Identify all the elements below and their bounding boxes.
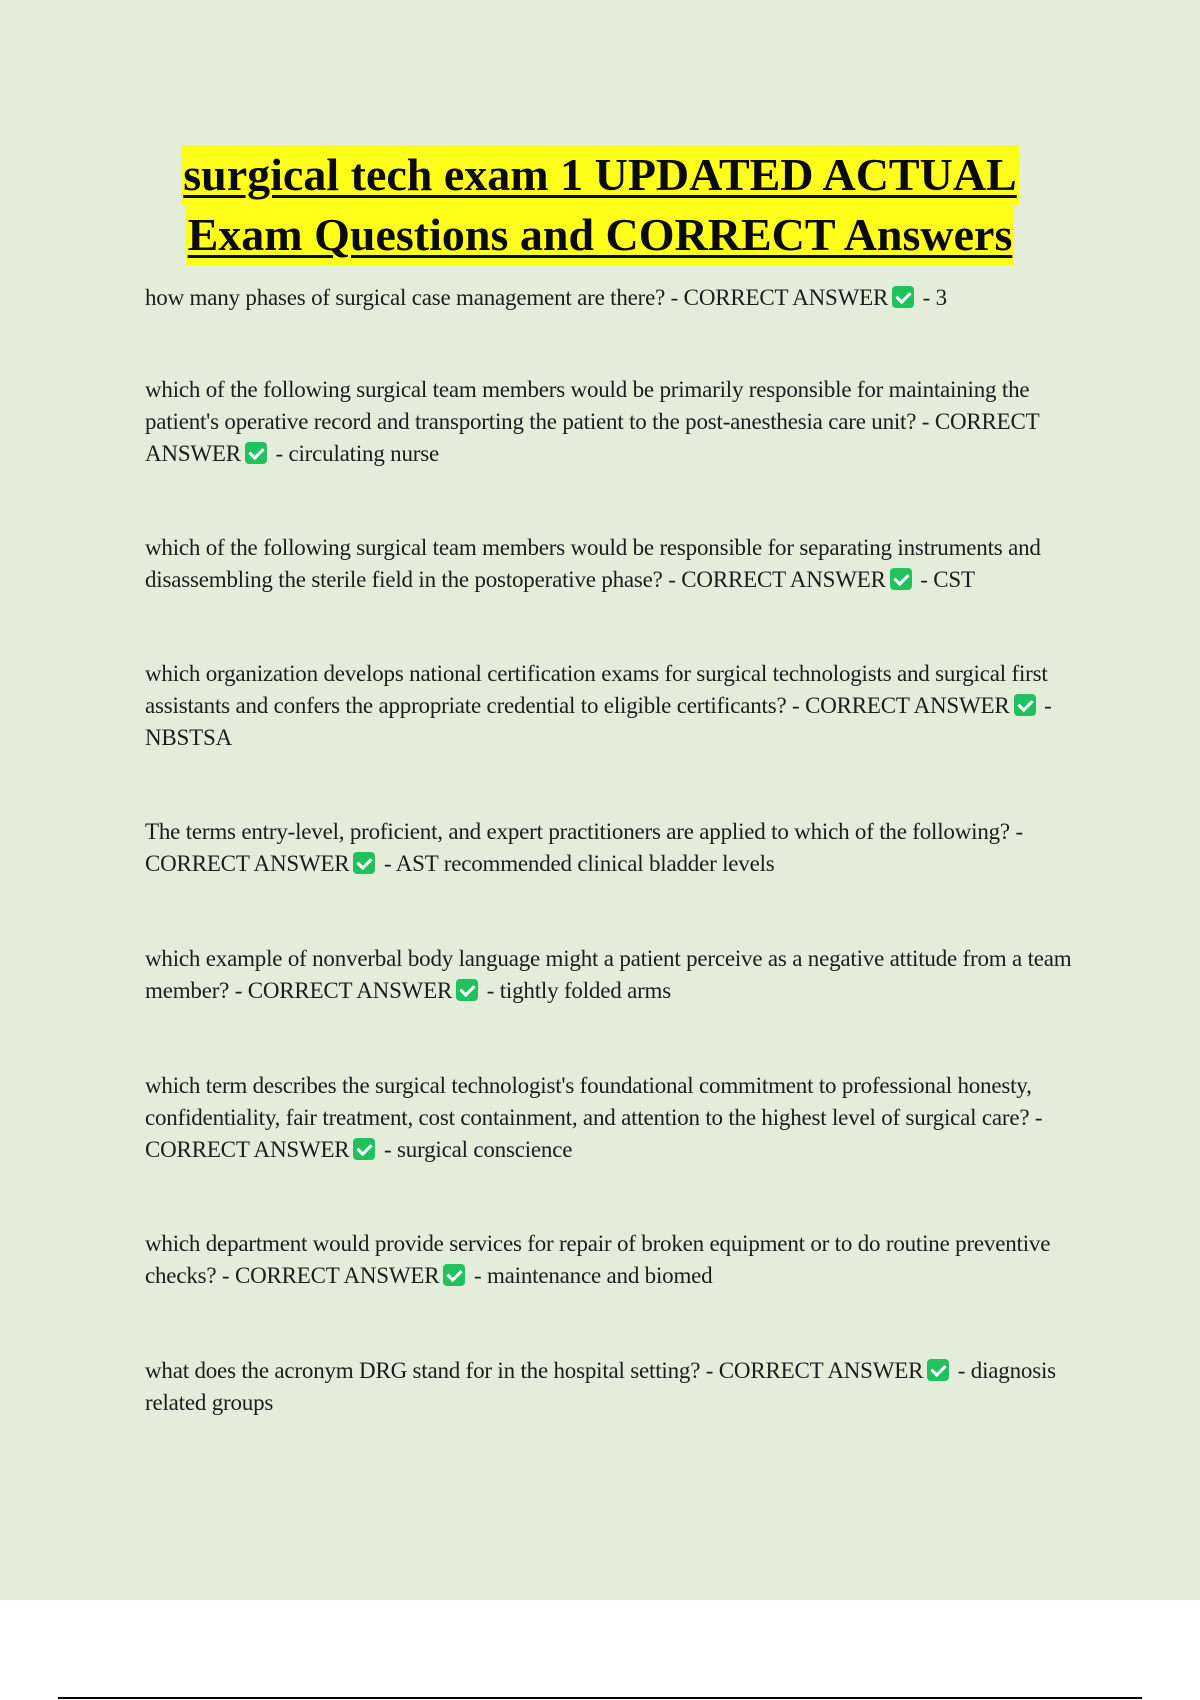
check-icon <box>892 286 914 308</box>
correct-answer-label: CORRECT ANSWER <box>805 693 1010 718</box>
correct-answer-label: CORRECT ANSWER <box>145 1137 350 1162</box>
check-icon <box>927 1359 949 1381</box>
question-text: The terms entry-level, proficient, and expert practitioners are applied to which of the following? - <box>145 819 1023 844</box>
correct-answer-label: CORRECT ANSWER <box>718 1358 924 1383</box>
qa-item-7 <box>145 1070 1090 1166</box>
qa-item-6 <box>145 943 1090 1007</box>
qa-item-8 <box>145 1228 1090 1292</box>
check-icon <box>890 568 912 590</box>
question-text: which department would provide services for repair of broken equipment or to do routine preventive checks? - <box>145 1231 1051 1288</box>
answer-text: - CST <box>914 567 975 592</box>
correct-answer-label: CORRECT ANSWER <box>145 851 350 876</box>
answer-text: - AST recommended clinical bladder levels <box>378 851 775 876</box>
qa-item-1 <box>145 282 1090 314</box>
answer-text: - tightly folded arms <box>481 978 671 1003</box>
title-line-1: surgical tech exam 1 UPDATED ACTUAL <box>181 145 1018 205</box>
question-text: which organization develops national certification exams for surgical technologists and surgical first assistants and confers the appropriate credential to eligible certificants? - <box>145 661 1048 718</box>
qa-item-9 <box>145 1355 1090 1419</box>
check-icon <box>245 442 267 464</box>
check-icon <box>353 1138 375 1160</box>
qa-item-4 <box>145 658 1090 754</box>
check-icon <box>1014 694 1036 716</box>
qa-item-3 <box>145 532 1090 596</box>
answer-text: - 3 <box>917 285 947 310</box>
question-text: which term describes the surgical technologist's foundational commitment to professional honesty, confidentiality, fair treatment, cost containment, and attention to the highest level of surgical care? - <box>145 1073 1043 1130</box>
footer-divider <box>58 1697 1142 1699</box>
correct-answer-label: CORRECT ANSWER <box>681 567 886 592</box>
question-text: how many phases of surgical case management are there? - <box>145 285 684 310</box>
check-icon <box>443 1264 465 1286</box>
title-line-2: Exam Questions and CORRECT Answers <box>186 205 1015 265</box>
check-icon <box>353 852 375 874</box>
answer-text: - maintenance and biomed <box>468 1263 713 1288</box>
question-text: what does the acronym DRG stand for in the hospital setting? - <box>145 1358 719 1383</box>
question-text: which of the following surgical team members would be primarily responsible for maintaining the patient's operative record and transporting the patient to the post-anesthesia care unit? - <box>145 377 1030 434</box>
check-icon <box>456 979 478 1001</box>
question-text: which example of nonverbal body language might a patient perceive as a negative attitude from a team member? - <box>145 946 1072 1003</box>
answer-text: - surgical conscience <box>378 1137 573 1162</box>
qa-item-2 <box>145 374 1090 470</box>
correct-answer-label: CORRECT ANSWER <box>683 285 889 310</box>
answer-text: - diagnosis related groups <box>145 1358 1056 1415</box>
correct-answer-label: CORRECT ANSWER <box>145 409 1040 466</box>
correct-answer-label: CORRECT ANSWER <box>247 978 453 1003</box>
document-title <box>0 145 1200 265</box>
answer-text: - circulating nurse <box>269 441 439 466</box>
answer-text: - NBSTSA <box>145 693 1052 750</box>
correct-answer-label: CORRECT ANSWER <box>234 1263 440 1288</box>
question-text: which of the following surgical team members would be responsible for separating instruments and disassembling the sterile field in the postoperative phase? - <box>145 535 1041 592</box>
qa-item-5 <box>145 816 1090 880</box>
